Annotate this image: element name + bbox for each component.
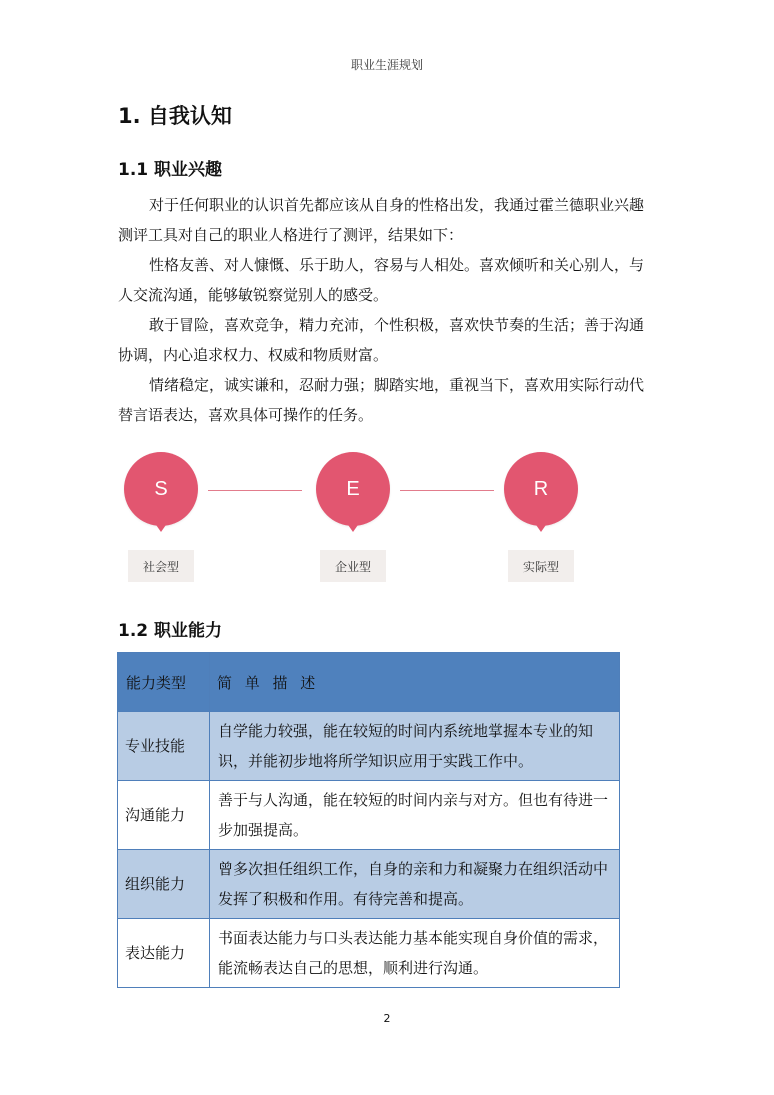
node-circle <box>316 452 390 526</box>
subsection-heading-career-interest: 1.1 职业兴趣 <box>118 160 223 180</box>
connector-line <box>400 490 494 491</box>
ability-description: 善于与人沟通，能在较短的时间内亲与对方。但也有待进一步加强提高。 <box>210 781 620 850</box>
pin-pointer <box>154 522 168 532</box>
holland-code-diagram <box>118 452 588 587</box>
ability-type: 表达能力 <box>118 919 210 988</box>
table-row <box>118 712 620 781</box>
paragraph-social-trait: 性格友善、对人慷慨、乐于助人，容易与人相处。喜欢倾听和关心别人，与人交流沟通，能够敏锐察觉别人的感受。 <box>118 256 645 304</box>
node-letter: R <box>533 477 549 500</box>
holland-node-r <box>502 452 582 587</box>
node-letter: E <box>346 477 360 500</box>
holland-node-e <box>314 452 394 587</box>
column-header-type: 能力类型 <box>118 653 210 712</box>
section-heading-self-awareness: 1. 自我认知 <box>118 104 232 128</box>
column-header-description: 简 单 描 述 <box>210 653 620 712</box>
ability-description: 自学能力较强，能在较短的时间内系统地掌握本专业的知识，并能初步地将所学知识应用于实践工作中。 <box>210 712 620 781</box>
node-letter: S <box>154 477 168 500</box>
ability-type: 沟通能力 <box>118 781 210 850</box>
node-circle <box>124 452 198 526</box>
node-label: 企业型 <box>320 550 386 582</box>
ability-description: 书面表达能力与口头表达能力基本能实现自身价值的需求，能流畅表达自己的思想，顺利进行沟通。 <box>210 919 620 988</box>
table-row <box>118 919 620 988</box>
paragraph-enterprising-trait: 敢于冒险，喜欢竞争，精力充沛，个性积极，喜欢快节奏的生活；善于沟通协调，内心追求权力、权威和物质财富。 <box>118 316 645 364</box>
node-label: 实际型 <box>508 550 574 582</box>
holland-node-s <box>122 452 202 587</box>
ability-table <box>117 652 620 988</box>
page-number: 2 <box>383 1012 391 1025</box>
table-row <box>118 850 620 919</box>
ability-description: 曾多次担任组织工作，自身的亲和力和凝聚力在组织活动中发挥了积极和作用。有待完善和提高。 <box>210 850 620 919</box>
subsection-heading-career-ability: 1.2 职业能力 <box>118 621 223 641</box>
ability-type: 专业技能 <box>118 712 210 781</box>
node-circle <box>504 452 578 526</box>
paragraph-intro: 对于任何职业的认识首先都应该从自身的性格出发，我通过霍兰德职业兴趣测评工具对自己的职业人格进行了测评，结果如下： <box>118 196 645 244</box>
paragraph-realistic-trait: 情绪稳定，诚实谦和，忍耐力强；脚踏实地，重视当下，喜欢用实际行动代替言语表达，喜欢具体可操作的任务。 <box>118 376 645 424</box>
page-header: 职业生涯规划 <box>350 58 423 72</box>
connector-line <box>208 490 302 491</box>
table-header-row <box>118 653 620 712</box>
table-row <box>118 781 620 850</box>
node-label: 社会型 <box>128 550 194 582</box>
pin-pointer <box>534 522 548 532</box>
pin-pointer <box>346 522 360 532</box>
ability-type: 组织能力 <box>118 850 210 919</box>
